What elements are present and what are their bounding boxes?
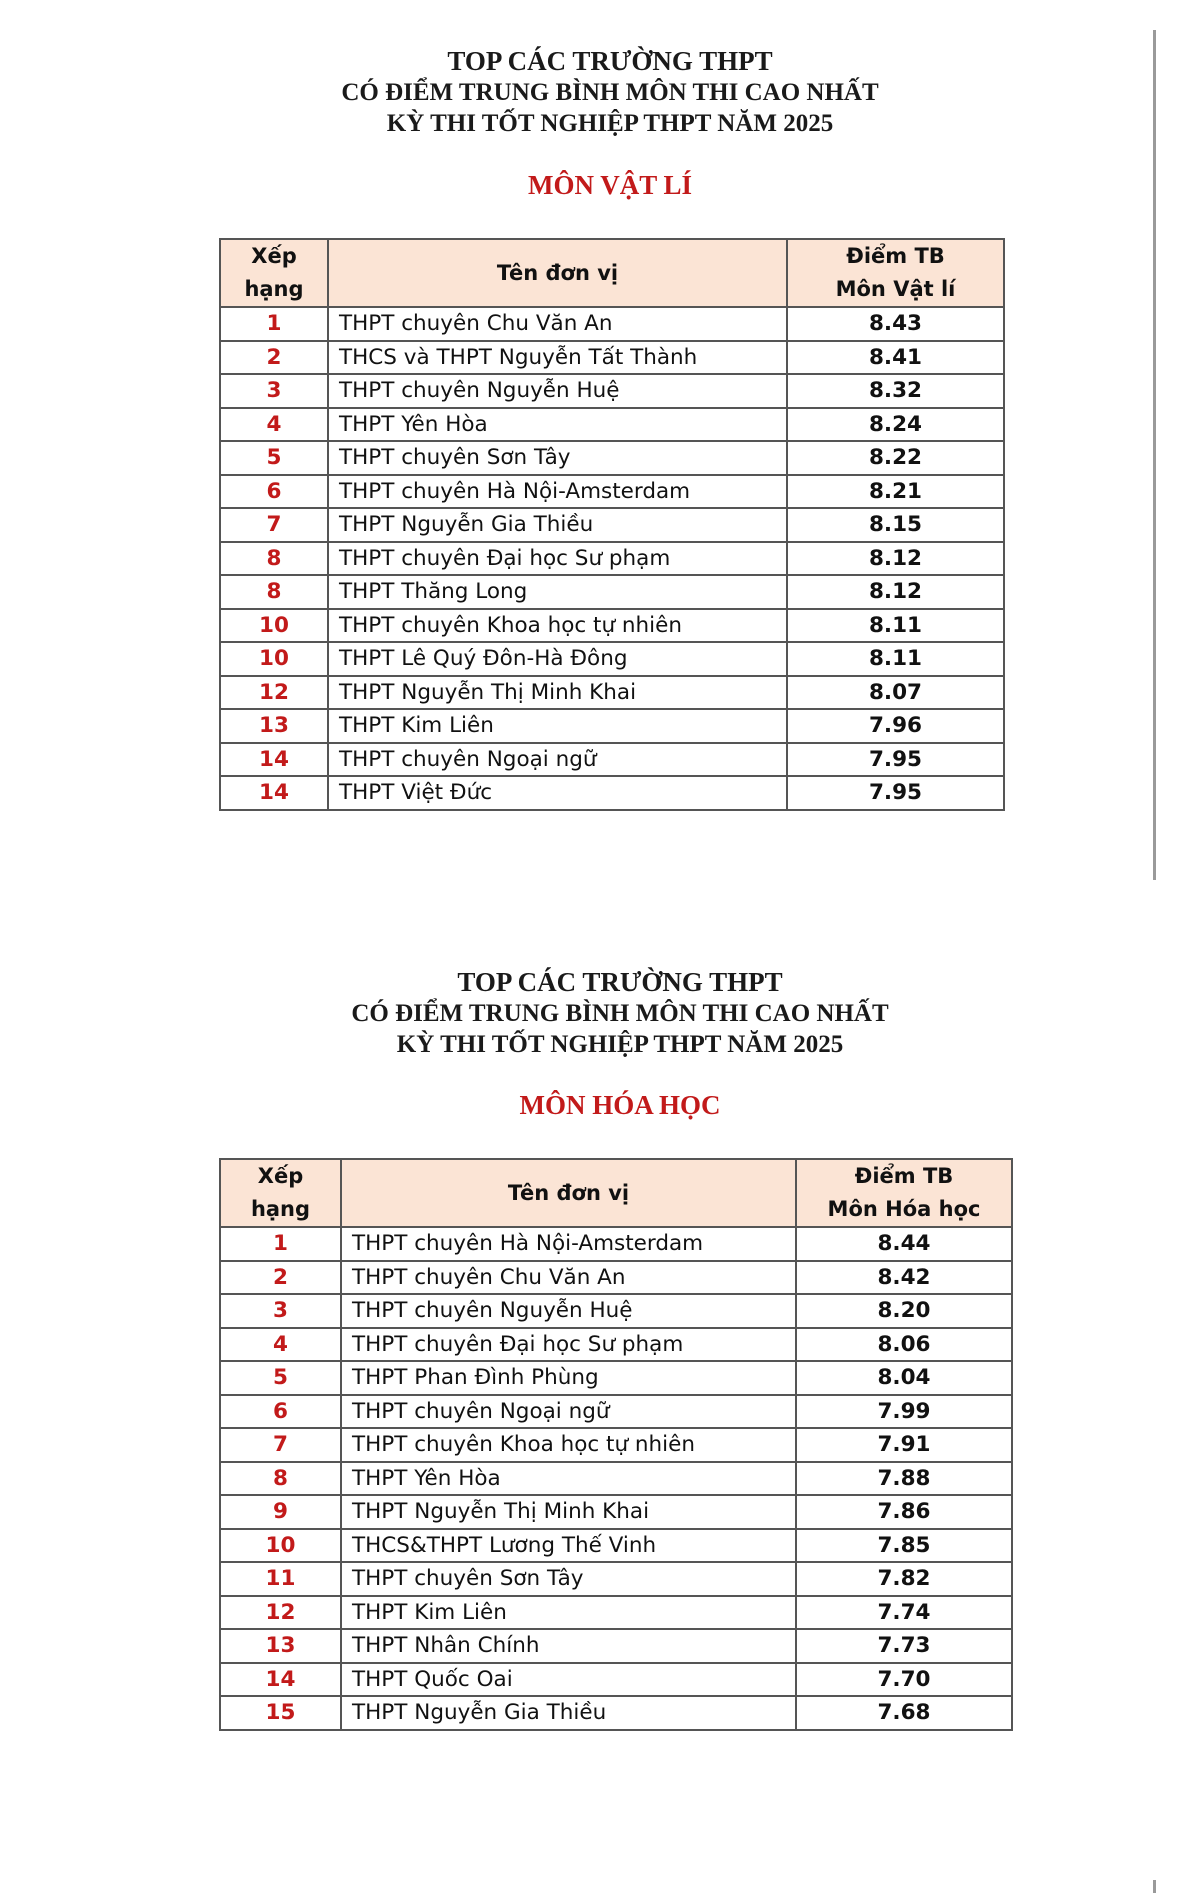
school-name-cell: THPT Yên Hòa	[328, 408, 787, 442]
school-name-cell: THPT chuyên Khoa học tự nhiên	[328, 609, 787, 643]
table-row	[220, 776, 1004, 810]
rank-cell: 2	[220, 1261, 341, 1295]
score-cell: 8.06	[796, 1328, 1012, 1362]
table-row	[220, 642, 1004, 676]
score-cell: 7.99	[796, 1395, 1012, 1429]
table-row	[220, 609, 1004, 643]
table-row	[220, 475, 1004, 509]
score-cell: 8.04	[796, 1361, 1012, 1395]
rank-cell: 4	[220, 1328, 341, 1362]
school-name-cell: THPT chuyên Sơn Tây	[328, 441, 787, 475]
school-name-cell: THPT chuyên Ngoại ngữ	[341, 1395, 796, 1429]
score-cell: 7.73	[796, 1629, 1012, 1663]
heading-line-2: CÓ ĐIỂM TRUNG BÌNH MÔN THI CAO NHẤT	[341, 79, 879, 106]
school-name-cell: THCS và THPT Nguyễn Tất Thành	[328, 341, 787, 375]
rank-cell: 12	[220, 1596, 341, 1630]
rank-cell: 5	[220, 441, 328, 475]
rank-cell: 13	[220, 1629, 341, 1663]
page-edge-line	[1153, 1880, 1156, 1893]
score-cell: 7.70	[796, 1663, 1012, 1697]
rank-cell: 3	[220, 374, 328, 408]
school-name-cell: THPT chuyên Chu Văn An	[341, 1261, 796, 1295]
rank-cell: 4	[220, 408, 328, 442]
rank-cell: 12	[220, 676, 328, 710]
table-row	[220, 1562, 1012, 1596]
school-name-cell: THPT chuyên Chu Văn An	[328, 307, 787, 341]
score-cell: 8.42	[796, 1261, 1012, 1295]
score-cell: 8.11	[787, 609, 1004, 643]
score-cell: 8.12	[787, 575, 1004, 609]
rank-cell: 14	[220, 1663, 341, 1697]
physics-heading	[220, 46, 1000, 139]
table-row	[220, 676, 1004, 710]
score-cell: 7.88	[796, 1462, 1012, 1496]
school-name-cell: THPT chuyên Nguyễn Huệ	[341, 1294, 796, 1328]
school-name-cell: THPT Việt Đức	[328, 776, 787, 810]
rank-cell: 9	[220, 1495, 341, 1529]
rank-cell: 14	[220, 743, 328, 777]
score-cell: 8.41	[787, 341, 1004, 375]
rank-cell: 14	[220, 776, 328, 810]
table-row	[220, 1596, 1012, 1630]
score-cell: 7.85	[796, 1529, 1012, 1563]
score-cell: 8.20	[796, 1294, 1012, 1328]
score-cell: 7.68	[796, 1696, 1012, 1730]
heading-line-3: KỲ THI TỐT NGHIỆP THPT NĂM 2025	[396, 1031, 844, 1058]
school-name-cell: THPT chuyên Hà Nội-Amsterdam	[328, 475, 787, 509]
rank-cell: 15	[220, 1696, 341, 1730]
score-cell: 8.21	[787, 475, 1004, 509]
column-header-score: Điểm TB Môn Hóa học	[796, 1159, 1012, 1227]
table-row	[220, 1428, 1012, 1462]
table-row	[220, 1227, 1012, 1261]
score-cell: 8.32	[787, 374, 1004, 408]
school-name-cell: THPT Kim Liên	[341, 1596, 796, 1630]
score-cell: 7.82	[796, 1562, 1012, 1596]
school-name-cell: THPT Nguyễn Thị Minh Khai	[341, 1495, 796, 1529]
school-name-cell: THPT chuyên Hà Nội-Amsterdam	[341, 1227, 796, 1261]
heading-line-2: CÓ ĐIỂM TRUNG BÌNH MÔN THI CAO NHẤT	[351, 1000, 889, 1027]
school-name-cell: THPT Yên Hòa	[341, 1462, 796, 1496]
school-name-cell: THPT Quốc Oai	[341, 1663, 796, 1697]
rank-cell: 3	[220, 1294, 341, 1328]
score-cell: 8.07	[787, 676, 1004, 710]
school-name-cell: THPT Lê Quý Đôn-Hà Đông	[328, 642, 787, 676]
score-cell: 8.15	[787, 508, 1004, 542]
table-row	[220, 341, 1004, 375]
table-row	[220, 1261, 1012, 1295]
school-name-cell: THPT Nhân Chính	[341, 1629, 796, 1663]
score-cell: 8.44	[796, 1227, 1012, 1261]
rank-cell: 13	[220, 709, 328, 743]
school-name-cell: THPT chuyên Đại học Sư phạm	[341, 1328, 796, 1362]
school-name-cell: THPT chuyên Sơn Tây	[341, 1562, 796, 1596]
rank-cell: 7	[220, 508, 328, 542]
chemistry-subject-title: MÔN HÓA HỌC	[519, 1090, 721, 1120]
school-name-cell: THPT Phan Đình Phùng	[341, 1361, 796, 1395]
table-row	[220, 1495, 1012, 1529]
column-header-rank: Xếp hạng	[220, 239, 328, 307]
heading-line-1: TOP CÁC TRƯỜNG THPT	[457, 967, 783, 997]
school-name-cell: THPT Nguyễn Thị Minh Khai	[328, 676, 787, 710]
score-cell: 7.86	[796, 1495, 1012, 1529]
rank-cell: 8	[220, 1462, 341, 1496]
school-name-cell: THPT chuyên Ngoại ngữ	[328, 743, 787, 777]
school-name-cell: THPT Thăng Long	[328, 575, 787, 609]
column-header-name: Tên đơn vị	[341, 1159, 796, 1227]
table-row	[220, 441, 1004, 475]
rank-cell: 8	[220, 542, 328, 576]
score-cell: 7.95	[787, 743, 1004, 777]
table-row	[220, 1529, 1012, 1563]
column-header-rank: Xếp hạng	[220, 1159, 341, 1227]
table-row	[220, 743, 1004, 777]
heading-line-1: TOP CÁC TRƯỜNG THPT	[447, 46, 773, 76]
physics-ranking-table	[219, 238, 1005, 811]
table-row	[220, 1328, 1012, 1362]
score-cell: 8.43	[787, 307, 1004, 341]
heading-line-3: KỲ THI TỐT NGHIỆP THPT NĂM 2025	[386, 110, 834, 137]
table-row	[220, 1696, 1012, 1730]
score-cell: 7.95	[787, 776, 1004, 810]
school-name-cell: THCS&THPT Lương Thế Vinh	[341, 1529, 796, 1563]
rank-cell: 11	[220, 1562, 341, 1596]
column-header-score: Điểm TB Môn Vật lí	[787, 239, 1004, 307]
table-row	[220, 508, 1004, 542]
physics-subject-title: MÔN VẬT LÍ	[527, 170, 693, 200]
table-row	[220, 1361, 1012, 1395]
rank-cell: 8	[220, 575, 328, 609]
rank-cell: 5	[220, 1361, 341, 1395]
rank-cell: 6	[220, 475, 328, 509]
table-row	[220, 1294, 1012, 1328]
school-name-cell: THPT Nguyễn Gia Thiều	[328, 508, 787, 542]
rank-cell: 6	[220, 1395, 341, 1429]
table-row	[220, 575, 1004, 609]
score-cell: 8.22	[787, 441, 1004, 475]
chemistry-ranking-table	[219, 1158, 1013, 1731]
table-row	[220, 408, 1004, 442]
rank-cell: 10	[220, 609, 328, 643]
table-row	[220, 374, 1004, 408]
table-row	[220, 542, 1004, 576]
table-row	[220, 1462, 1012, 1496]
rank-cell: 10	[220, 642, 328, 676]
score-cell: 8.12	[787, 542, 1004, 576]
school-name-cell: THPT chuyên Khoa học tự nhiên	[341, 1428, 796, 1462]
table-row	[220, 709, 1004, 743]
school-name-cell: THPT Kim Liên	[328, 709, 787, 743]
score-cell: 7.96	[787, 709, 1004, 743]
page-edge-line	[1153, 30, 1156, 880]
rank-cell: 1	[220, 1227, 341, 1261]
rank-cell: 7	[220, 1428, 341, 1462]
score-cell: 8.11	[787, 642, 1004, 676]
score-cell: 8.24	[787, 408, 1004, 442]
table-row	[220, 307, 1004, 341]
school-name-cell: THPT chuyên Đại học Sư phạm	[328, 542, 787, 576]
rank-cell: 10	[220, 1529, 341, 1563]
table-row	[220, 1663, 1012, 1697]
column-header-name: Tên đơn vị	[328, 239, 787, 307]
chemistry-heading	[230, 967, 1010, 1060]
school-name-cell: THPT chuyên Nguyễn Huệ	[328, 374, 787, 408]
score-cell: 7.91	[796, 1428, 1012, 1462]
table-row	[220, 1395, 1012, 1429]
school-name-cell: THPT Nguyễn Gia Thiều	[341, 1696, 796, 1730]
score-cell: 7.74	[796, 1596, 1012, 1630]
rank-cell: 1	[220, 307, 328, 341]
rank-cell: 2	[220, 341, 328, 375]
table-row	[220, 1629, 1012, 1663]
